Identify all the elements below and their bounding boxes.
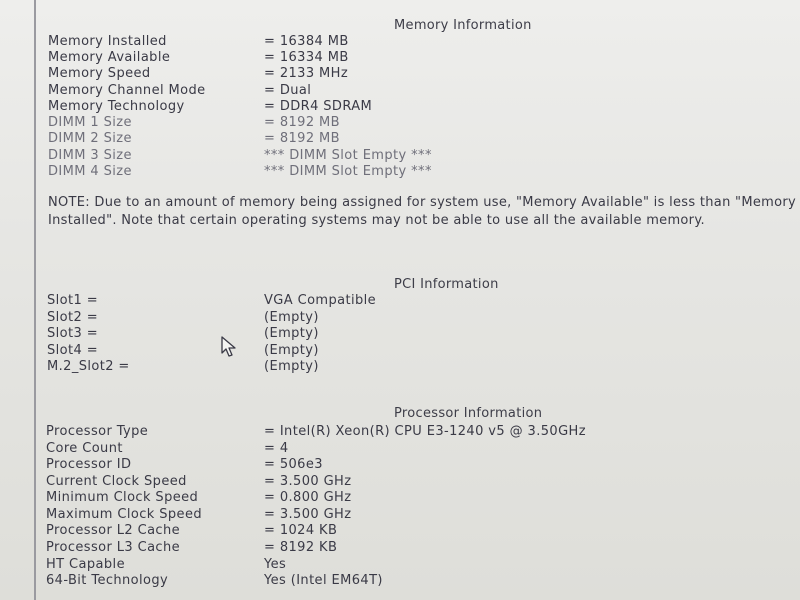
- processor-row: [46, 507, 352, 523]
- processor-row: [46, 441, 289, 457]
- pci-row-value: VGA Compatible: [264, 293, 377, 308]
- processor-row-value: = 3.500 GHz: [264, 507, 352, 522]
- processor-row: [46, 424, 586, 440]
- pci-row-value: (Empty): [264, 343, 319, 358]
- memory-row-value: *** DIMM Slot Empty ***: [264, 148, 432, 163]
- memory-row: [48, 99, 373, 115]
- processor-row-label: Core Count: [46, 441, 123, 456]
- memory-row-value: = 8192 MB: [264, 131, 340, 146]
- memory-row-value: = 16384 MB: [264, 34, 349, 49]
- memory-row-value: *** DIMM Slot Empty ***: [264, 164, 432, 179]
- mouse-pointer-icon: [220, 336, 238, 358]
- memory-row-label: DIMM 1 Size: [48, 115, 132, 130]
- processor-row-label: Processor ID: [46, 457, 132, 472]
- processor-row: [46, 540, 338, 556]
- processor-row: [46, 474, 352, 490]
- pci-row: [47, 293, 377, 309]
- processor-row-value: = 0.800 GHz: [264, 490, 352, 505]
- processor-row-label: Current Clock Speed: [46, 474, 187, 489]
- memory-row-value: = Dual: [264, 83, 312, 98]
- memory-row: [48, 131, 340, 147]
- memory-row: [48, 83, 312, 99]
- pci-row-label: M.2_Slot2 =: [47, 359, 130, 374]
- pci-row-label: Slot4 =: [47, 343, 99, 358]
- processor-row-label: 64-Bit Technology: [46, 573, 169, 588]
- pci-row: [47, 343, 319, 359]
- memory-row: [48, 34, 349, 50]
- memory-row-value: = 16334 MB: [264, 50, 349, 65]
- memory-row: [48, 50, 349, 66]
- processor-row: [46, 573, 383, 589]
- memory-row-label: Memory Channel Mode: [48, 83, 206, 98]
- processor-row: [46, 457, 323, 473]
- memory-row-label: DIMM 4 Size: [48, 164, 132, 179]
- memory-row: [48, 115, 340, 131]
- processor-row-label: Processor L2 Cache: [46, 523, 181, 538]
- pci-row-label: Slot2 =: [47, 310, 99, 325]
- processor-row-label: HT Capable: [46, 557, 125, 572]
- pci-row-label: Slot3 =: [47, 326, 99, 341]
- pci-row-value: (Empty): [264, 359, 319, 374]
- processor-row-label: Processor Type: [46, 424, 149, 439]
- processor-row-value: Yes (Intel EM64T): [264, 573, 383, 588]
- memory-note: NOTE: Due to an amount of memory being assigned for system use, "Memory Available" is less than "Memory Installed". Note that certain operating systems may not be able to use all the available memory.: [48, 195, 796, 228]
- pci-row-value: (Empty): [264, 326, 319, 341]
- memory-section-title: Memory Information: [394, 18, 532, 33]
- memory-row-label: Memory Technology: [48, 99, 185, 114]
- memory-row-value: = DDR4 SDRAM: [264, 99, 373, 114]
- left-divider: [34, 0, 36, 600]
- processor-row: [46, 490, 352, 506]
- processor-row-label: Processor L3 Cache: [46, 540, 181, 555]
- pci-row-value: (Empty): [264, 310, 319, 325]
- memory-row-value: = 8192 MB: [264, 115, 340, 130]
- memory-row-label: DIMM 2 Size: [48, 131, 132, 146]
- memory-row-label: Memory Available: [48, 50, 171, 65]
- pci-row-label: Slot1 =: [47, 293, 99, 308]
- pci-row: [47, 359, 319, 375]
- memory-row: [48, 66, 349, 82]
- processor-row-value: = 1024 KB: [264, 523, 338, 538]
- memory-row: [48, 148, 432, 164]
- processor-row-label: Minimum Clock Speed: [46, 490, 199, 505]
- memory-row-label: Memory Installed: [48, 34, 167, 49]
- pci-row: [47, 326, 319, 342]
- processor-row-value: Yes: [264, 557, 287, 572]
- pci-row: [47, 310, 319, 326]
- processor-row: [46, 523, 338, 539]
- processor-row-value: = 506e3: [264, 457, 323, 472]
- processor-row-value: = 3.500 GHz: [264, 474, 352, 489]
- memory-row-label: Memory Speed: [48, 66, 151, 81]
- memory-row: [48, 164, 432, 180]
- memory-row-value: = 2133 MHz: [264, 66, 349, 81]
- processor-row: [46, 557, 287, 573]
- memory-row-label: DIMM 3 Size: [48, 148, 132, 163]
- processor-row-label: Maximum Clock Speed: [46, 507, 202, 522]
- processor-section-title: Processor Information: [394, 406, 543, 421]
- processor-row-value: = 8192 KB: [264, 540, 338, 555]
- processor-row-value: = 4: [264, 441, 289, 456]
- processor-row-value: = Intel(R) Xeon(R) CPU E3-1240 v5 @ 3.50GHz: [264, 424, 586, 439]
- pci-section-title: PCI Information: [394, 277, 499, 292]
